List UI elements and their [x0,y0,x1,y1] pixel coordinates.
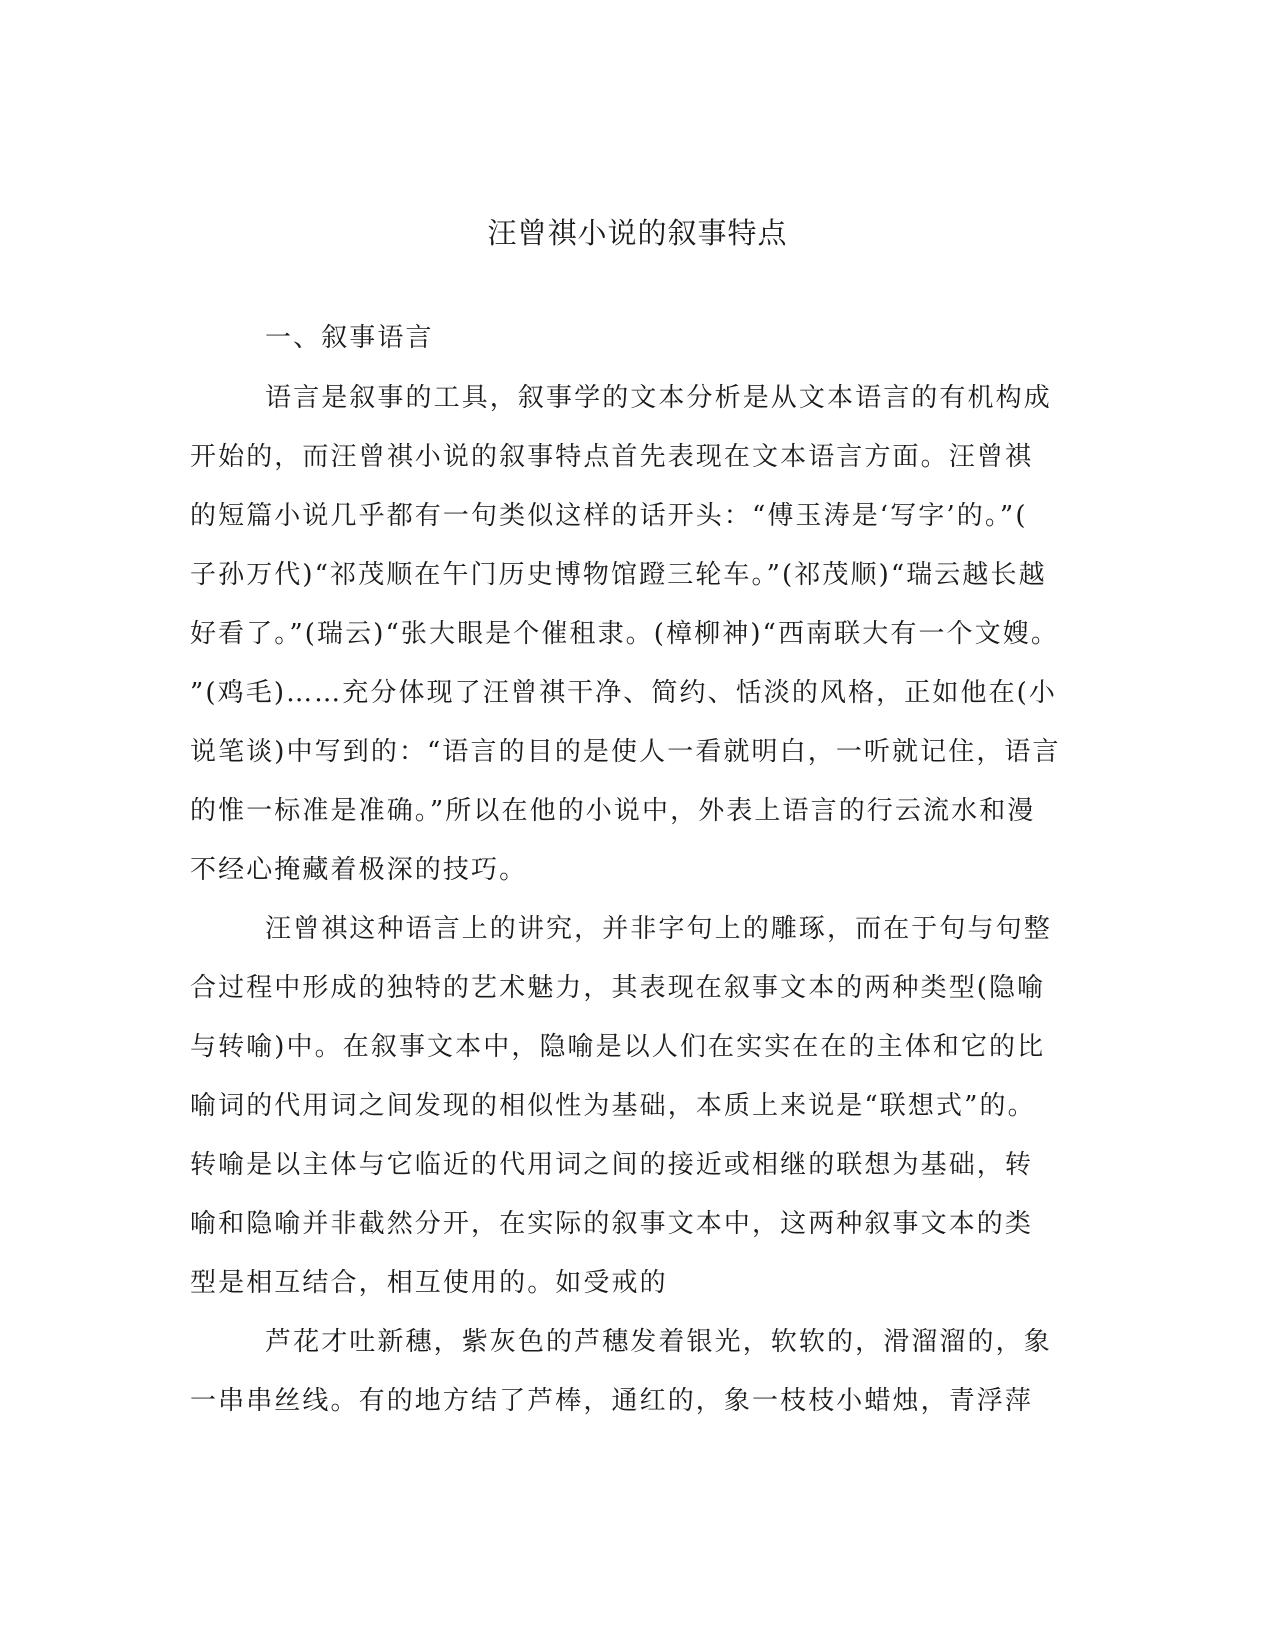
paragraph-line: 与转喻)中。在叙事文本中，隐喻是以人们在实实在在的主体和它的比 [190,1032,1046,1062]
quote-line: 一串串丝线。有的地方结了芦棒，通红的，象一枝枝小蜡烛，青浮萍 [190,1386,1034,1416]
quote-line: 芦花才吐新穗，紫灰色的芦穗发着银光，软软的，滑溜溜的，象 [265,1327,1052,1357]
paragraph-line: 开始的，而汪曾祺小说的叙事特点首先表现在文本语言方面。汪曾祺 [190,442,1034,472]
paragraph-line: 喻和隐喻并非截然分开，在实际的叙事文本中，这两种叙事文本的类 [190,1209,1034,1239]
section-heading: 一、叙事语言 [265,323,434,353]
paragraph-line: 合过程中形成的独特的艺术魅力，其表现在叙事文本的两种类型(隐喻 [190,973,1046,1003]
paragraph-line: 型是相互结合，相互使用的。如受戒的 [190,1268,668,1298]
paragraph-line: 不经心掩藏着极深的技巧。 [190,855,528,885]
page-title: 汪曾祺小说的叙事特点 [487,216,788,250]
paragraph-line: 的短篇小说几乎都有一句类似这样的话开头：“傅玉涛是‘写字’的。”( [190,501,1028,531]
paragraph-line: 喻词的代用词之间发现的相似性为基础，本质上来说是“联想式”的。 [190,1091,1036,1121]
paragraph-line: 转喻是以主体与它临近的代用词之间的接近或相继的联想为基础，转 [190,1150,1034,1180]
paragraph-line: ”(鸡毛)……充分体现了汪曾祺干净、简约、恬淡的风格，正如他在(小 [190,678,1058,708]
paragraph-line: 说笔谈)中写到的：“语言的目的是使人一看就明白，一听就记住，语言 [190,737,1061,767]
paragraph-line: 好看了。”(瑞云)“张大眼是个催租隶。(樟柳神)“西南联大有一个文嫂。 [190,619,1059,649]
paragraph-line: 的惟一标准是准确。”所以在他的小说中，外表上语言的行云流水和漫 [190,796,1036,826]
paragraph-line: 子孙万代)“祁茂顺在午门历史博物馆蹬三轮车。”(祁茂顺)“瑞云越长越 [190,560,1047,590]
paragraph-line: 汪曾祺这种语言上的讲究，并非字句上的雕琢，而在于句与句整 [265,914,1052,944]
paragraph-line: 语言是叙事的工具，叙事学的文本分析是从文本语言的有机构成 [265,383,1052,413]
